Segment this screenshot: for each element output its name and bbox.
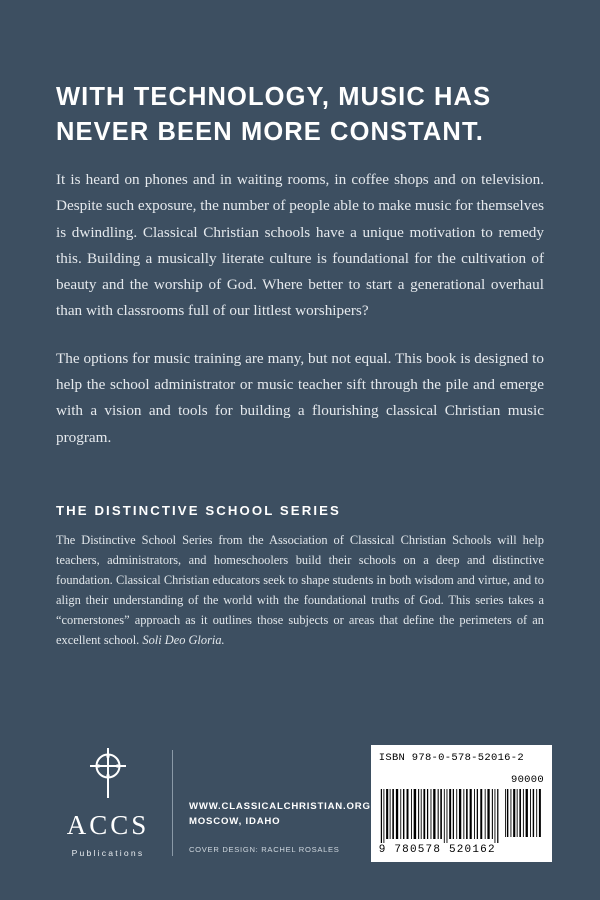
publisher-website: WWW.CLASSICALCHRISTIAN.ORG [189, 801, 371, 813]
isbn-text: ISBN 978-0-578-52016-2 [378, 752, 524, 764]
page-title: WITH TECHNOLOGY, MUSIC HAS NEVER BEEN MORE CONSTANT. [56, 83, 492, 146]
publisher-logo-wordmark: ACCS [66, 810, 150, 840]
publisher-location: MOSCOW, IDAHO [189, 815, 281, 827]
celtic-cross-icon [84, 744, 132, 802]
publisher-logo [56, 744, 160, 862]
footer [56, 744, 552, 862]
imprint-block [56, 744, 371, 862]
cover-design-credit: COVER DESIGN: RACHEL ROSALES [189, 845, 340, 854]
ean-digits: 9 780578 520162 [378, 844, 496, 856]
vertical-divider [172, 750, 173, 856]
blurb-paragraph-2: The options for music training are many, but not equal. This book is designed to help the school administrator or music teacher sift through the pile and emerge with a vision and tools for building a flourishing classical Christian music program. [56, 350, 544, 446]
series-description-latin: Soli Deo Gloria. [142, 633, 225, 648]
series-description [56, 518, 544, 651]
publisher-info [189, 800, 371, 862]
barcode [371, 745, 552, 862]
barcode-top-row [379, 752, 544, 764]
price-code: 90000 [510, 774, 544, 786]
series-title: THE DISTINCTIVE SCHOOL SERIES [56, 502, 341, 518]
publisher-logo-subtitle: Publications [71, 848, 145, 858]
barcode-bars [379, 789, 544, 843]
blurb-paragraph-1: It is heard on phones and in waiting rooms, in coffee shops and on television. Despite such exposure, the number of people able to make music for themselves is dwindling. Classical Christian schools have a unique motivation to remedy this. Building a musically literate culture is foundational for the cultivation of beauty and the worship of God. Where better to start a generational overhaul than with classrooms full of our littlest worshipers? [56, 171, 544, 320]
series-description-text: The Distinctive School Series from the Association of Classical Christian Schools will help teachers, administrators, and homeschoolers build their schools on a deep and distinctive foundation. Classical Christian educators seek to shape students in both wisdom and virtue, and to align their understanding of the world with the foundational truths of God. This series takes a “cornerstones” approach as it outlines those subjects or areas that define the perimeters of an excellent school. [56, 532, 544, 648]
